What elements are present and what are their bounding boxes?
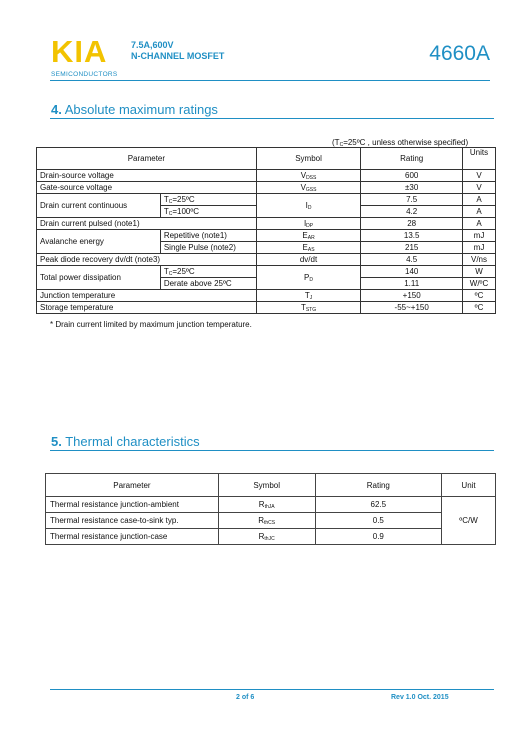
symbol-cell: $T_{STG}$: [256, 302, 361, 314]
rating-cell: 1.11: [361, 278, 463, 290]
symbol-cell: $E_{AR}$: [256, 230, 361, 242]
col-header-rating: Rating: [315, 474, 442, 497]
section-number: 5.: [51, 434, 62, 449]
table-row: [37, 254, 496, 266]
rating-cell: +150: [361, 290, 463, 302]
rating-cell: 140: [361, 266, 463, 278]
section-number: 4.: [51, 102, 62, 117]
param-cell: Drain current continuous: [37, 194, 161, 218]
unit-cell: A: [463, 206, 496, 218]
unit-cell: V: [463, 182, 496, 194]
unit-cell: ºC: [463, 290, 496, 302]
table-row: [37, 170, 496, 182]
company-logo: KIA: [51, 34, 108, 69]
absolute-max-ratings-table: [36, 147, 496, 314]
footnote: * Drain current limited by maximum junction temperature.: [50, 320, 252, 329]
rating-cell: 4.5: [361, 254, 463, 266]
param-cell: Thermal resistance junction-case: [46, 529, 219, 545]
symbol-cell: $R_{thJA}$: [218, 497, 315, 513]
condition-cell: $T_C=25ºC$: [160, 266, 256, 278]
condition-cell: Derate above 25ºC: [160, 278, 256, 290]
col-header-symbol: Symbol: [218, 474, 315, 497]
condition-cell: $T_C=25ºC$: [160, 194, 256, 206]
param-cell: Avalanche energy: [37, 230, 161, 254]
symbol-cell: $T_J$: [256, 290, 361, 302]
section-4-heading: [51, 102, 218, 117]
symbol-cell: $E_{AS}$: [256, 242, 361, 254]
footer-rule: [50, 689, 494, 690]
rating-cell: 28: [361, 218, 463, 230]
thermal-characteristics-table: [45, 473, 496, 545]
unit-cell: W/ºC: [463, 278, 496, 290]
rating-cell: 600: [361, 170, 463, 182]
table-row: [37, 194, 496, 206]
param-cell: Thermal resistance junction-ambient: [46, 497, 219, 513]
condition-cell: Single Pulse (note2): [160, 242, 256, 254]
col-header-rating: Rating: [361, 148, 463, 170]
rating-cell: 4.2: [361, 206, 463, 218]
table-header-row: [37, 148, 496, 170]
rating-cell: -55~+150: [361, 302, 463, 314]
table-row: [46, 513, 496, 529]
param-cell: Thermal resistance case-to-sink typ.: [46, 513, 219, 529]
unit-cell: A: [463, 194, 496, 206]
symbol-cell: $R_{thCS}$: [218, 513, 315, 529]
symbol-cell: dv/dt: [256, 254, 361, 266]
revision: Rev 1.0 Oct. 2015: [391, 694, 449, 701]
section-5-rule: [50, 450, 494, 451]
param-cell: Peak diode recovery dv/dt (note3): [37, 254, 257, 266]
table-row: [37, 302, 496, 314]
condition-note: ($T_C=25ºC$ , unless otherwise specified): [332, 138, 469, 148]
rating-cell: ±30: [361, 182, 463, 194]
col-header-unit: Unit: [442, 474, 496, 497]
rating-cell: 62.5: [315, 497, 442, 513]
rating-cell: 13.5: [361, 230, 463, 242]
param-cell: Junction temperature: [37, 290, 257, 302]
page-number: 2 of 6: [236, 694, 255, 701]
section-title: Absolute maximum ratings: [64, 102, 218, 117]
param-cell: Storage temperature: [37, 302, 257, 314]
unit-cell: A: [463, 218, 496, 230]
table-row: [37, 182, 496, 194]
unit-cell: V/ns: [463, 254, 496, 266]
symbol-cell: $V_{GSS}$: [256, 182, 361, 194]
param-cell: Total power dissipation: [37, 266, 161, 290]
unit-cell: ºC: [463, 302, 496, 314]
table-row: [37, 290, 496, 302]
symbol-cell: $I_D$: [256, 194, 361, 218]
table-header-row: [46, 474, 496, 497]
rating-cell: 0.5: [315, 513, 442, 529]
symbol-cell: $R_{thJC}$: [218, 529, 315, 545]
col-header-symbol: Symbol: [256, 148, 361, 170]
table-row: [46, 529, 496, 545]
col-header-units: Units: [463, 148, 496, 170]
section-4-rule: [50, 118, 494, 119]
logo-subtitle: SEMICONDUCTORS: [51, 71, 118, 78]
symbol-cell: $I_{DP}$: [256, 218, 361, 230]
header-rating: 7.5A,600V: [131, 40, 174, 50]
table-row: [37, 230, 496, 242]
table-row: [46, 497, 496, 513]
unit-cell: W: [463, 266, 496, 278]
param-cell: Drain current pulsed (note1): [37, 218, 257, 230]
condition-cell: $T_C=100ºC$: [160, 206, 256, 218]
symbol-cell: $V_{DSS}$: [256, 170, 361, 182]
section-5-heading: [51, 434, 200, 449]
part-number: 4660A: [429, 42, 490, 65]
header-divider: [50, 80, 490, 81]
condition-cell: Repetitive (note1): [160, 230, 256, 242]
table-row: [37, 218, 496, 230]
section-title: Thermal characteristics: [65, 434, 200, 449]
rating-cell: 0.9: [315, 529, 442, 545]
unit-cell: mJ: [463, 242, 496, 254]
param-cell: Drain-source voltage: [37, 170, 257, 182]
col-header-parameter: Parameter: [37, 148, 257, 170]
rating-cell: 7.5: [361, 194, 463, 206]
param-cell: Gate-source voltage: [37, 182, 257, 194]
unit-cell: ºC/W: [442, 497, 496, 545]
symbol-cell: $P_D$: [256, 266, 361, 290]
unit-cell: mJ: [463, 230, 496, 242]
unit-cell: V: [463, 170, 496, 182]
header-device-type: N-CHANNEL MOSFET: [131, 51, 225, 61]
table-row: [37, 266, 496, 278]
rating-cell: 215: [361, 242, 463, 254]
col-header-parameter: Parameter: [46, 474, 219, 497]
